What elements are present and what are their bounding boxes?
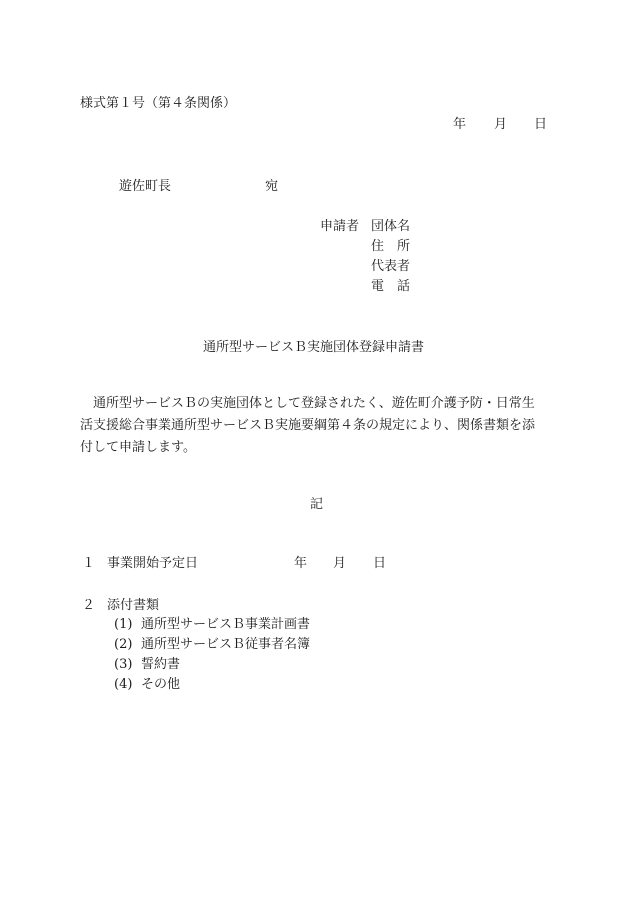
document-title: 通所型サービスＢ実施団体登録申請書: [203, 340, 425, 355]
date-month-label: 月: [494, 117, 508, 132]
attachment-2-number: (2): [114, 637, 133, 652]
body-line-2: 活支援総合事業通所型サービスＢ実施要綱第４条の規定により、関係書類を添: [80, 418, 536, 433]
attachment-3-text: 誓約書: [141, 657, 181, 672]
attachment-1-number: (1): [114, 617, 133, 632]
body-line-1: 通所型サービスＢの実施団体として登録されたく、遊佐町介護予防・日常生: [80, 396, 535, 411]
item1-label: 事業開始予定日: [107, 556, 199, 571]
item2-number: ２: [82, 598, 96, 613]
addressee-suffix: 宛: [265, 179, 279, 194]
body-paragraph: [80, 393, 552, 459]
applicant-org-name-label: 団体名: [371, 219, 411, 234]
applicant-phone-label: 電 話: [371, 279, 411, 294]
attachment-4-number: (4): [114, 677, 133, 692]
addressee-name: 遊佐町長: [119, 179, 172, 194]
form-number: 様式第１号（第４条関係）: [80, 96, 237, 111]
attachment-4-text: その他: [141, 677, 181, 692]
item1-number: １: [82, 556, 96, 571]
body-line-3: 付して申請します。: [80, 440, 196, 455]
item1-year-label: 年: [294, 556, 308, 571]
attachment-1-text: 通所型サービスＢ事業計画書: [141, 617, 311, 632]
item1-day-label: 日: [373, 556, 387, 571]
date-day-label: 日: [534, 117, 548, 132]
applicant-representative-label: 代表者: [371, 259, 411, 274]
applicant-address-label: 住 所: [371, 239, 411, 254]
item2-label: 添付書類: [107, 598, 160, 613]
date-year-label: 年: [453, 117, 467, 132]
attachment-3-number: (3): [114, 657, 133, 672]
attachment-2-text: 通所型サービスＢ従事者名簿: [141, 637, 311, 652]
applicant-label: 申請者: [320, 219, 360, 234]
ki-heading: 記: [310, 497, 324, 512]
item1-month-label: 月: [333, 556, 347, 571]
